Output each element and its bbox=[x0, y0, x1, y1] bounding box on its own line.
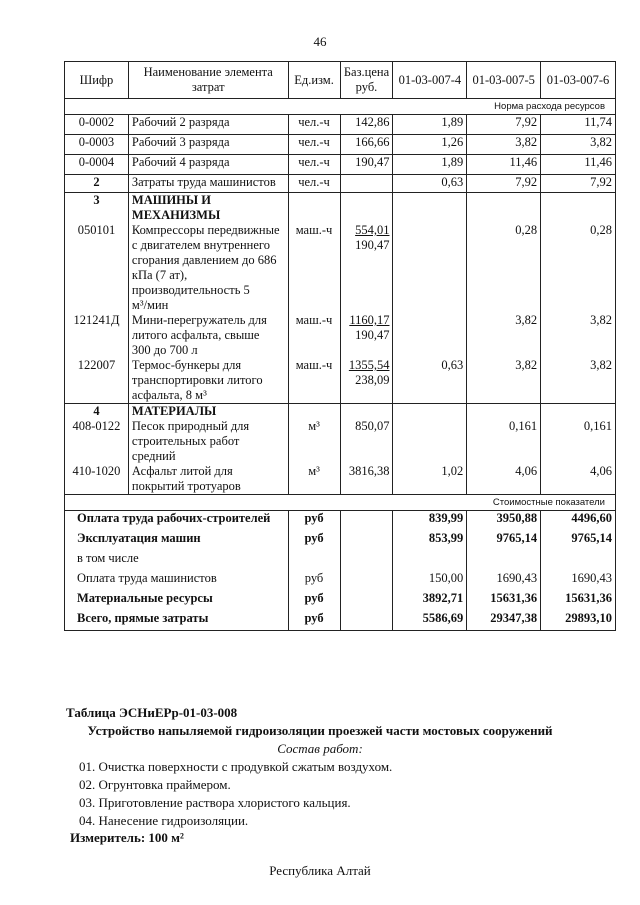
table-cell bbox=[393, 313, 467, 358]
table-cell: 408-0122 bbox=[65, 419, 129, 464]
table-cell: 0,63 bbox=[393, 358, 467, 404]
footer-region: Республика Алтай bbox=[269, 863, 371, 878]
table-cell: Рабочий 2 разряда bbox=[128, 115, 288, 135]
table-cell: Материальные ресурсы bbox=[65, 591, 289, 611]
price-line: 190,47 bbox=[355, 238, 390, 252]
name-line: Асфальт литой для bbox=[131, 464, 233, 478]
name-line: асфальта, 8 м³ bbox=[131, 388, 207, 402]
table-cell: 7,92 bbox=[541, 175, 616, 193]
name-line: средний bbox=[131, 449, 176, 463]
table-cell bbox=[393, 419, 467, 464]
name-line: строительных работ bbox=[131, 434, 240, 448]
name-line: производительность 5 bbox=[131, 283, 250, 297]
table-cell: 839,99 bbox=[393, 511, 467, 531]
table-cell: 29347,38 bbox=[467, 611, 541, 631]
section-cost: Стоимостные показатели bbox=[65, 495, 616, 511]
table-cell: руб bbox=[288, 571, 340, 591]
table-row bbox=[65, 551, 616, 571]
table-cell bbox=[340, 404, 393, 420]
table-cell: 142,86 bbox=[340, 115, 393, 135]
header-col1: 01-03-007-4 bbox=[393, 62, 467, 99]
table-title: Таблица ЭСНиЕРр-01-03-008 bbox=[66, 705, 238, 720]
table-cell bbox=[128, 358, 288, 404]
table-cell bbox=[340, 223, 393, 313]
price-line: 554,01 bbox=[355, 223, 390, 237]
name-line: покрытий тротуаров bbox=[131, 479, 241, 493]
table-cell bbox=[340, 313, 393, 358]
table-cell: 3892,71 bbox=[393, 591, 467, 611]
header-unit: Ед.изм. bbox=[288, 62, 340, 99]
table-cell: 3816,38 bbox=[340, 464, 393, 495]
section-row bbox=[65, 193, 616, 224]
price-line: 1160,17 bbox=[349, 313, 390, 327]
table-cell bbox=[288, 404, 340, 420]
table-cell: 9765,14 bbox=[541, 531, 616, 551]
table-cell: 121241Д bbox=[65, 313, 129, 358]
table-cell: 0,28 bbox=[541, 223, 616, 313]
table-cell: 190,47 bbox=[340, 155, 393, 175]
header-name: Наименование элемента затрат bbox=[128, 62, 288, 99]
table-cell bbox=[467, 404, 541, 420]
table-cell: 29893,10 bbox=[541, 611, 616, 631]
resource-table bbox=[64, 61, 616, 631]
table-cell: 0-0004 bbox=[65, 155, 129, 175]
table-cell: руб bbox=[288, 611, 340, 631]
table-cell: 3,82 bbox=[467, 358, 541, 404]
table-cell bbox=[340, 571, 393, 591]
table-cell: 15631,36 bbox=[541, 591, 616, 611]
table-row bbox=[65, 531, 616, 551]
name-line: м³/мин bbox=[131, 298, 169, 312]
table-cell bbox=[288, 193, 340, 224]
table-row bbox=[65, 611, 616, 631]
table-cell: 5586,69 bbox=[393, 611, 467, 631]
table-cell bbox=[541, 551, 616, 571]
table-cell: 7,92 bbox=[467, 115, 541, 135]
header-col2: 01-03-007-5 bbox=[467, 62, 541, 99]
table-cell bbox=[340, 193, 393, 224]
name-line: с двигателем внутреннего bbox=[131, 238, 270, 252]
table-cell: 3,82 bbox=[541, 313, 616, 358]
table-cell: 3950,88 bbox=[467, 511, 541, 531]
table-cell: 11,46 bbox=[467, 155, 541, 175]
table-cell: 1,89 bbox=[393, 155, 467, 175]
table-cell: 853,99 bbox=[393, 531, 467, 551]
table-cell: маш.-ч bbox=[288, 313, 340, 358]
table-cell: Рабочий 3 разряда bbox=[128, 135, 288, 155]
table-cell: 3,82 bbox=[541, 358, 616, 404]
table-cell bbox=[393, 551, 467, 571]
table-row bbox=[65, 571, 616, 591]
table-cell bbox=[541, 404, 616, 420]
table-cell bbox=[340, 175, 393, 193]
table-cell: 9765,14 bbox=[467, 531, 541, 551]
table-cell: 0,161 bbox=[541, 419, 616, 464]
table-cell: м³ bbox=[288, 464, 340, 495]
table-cell: Затраты труда машинистов bbox=[128, 175, 288, 193]
table-cell: 0,161 bbox=[467, 419, 541, 464]
table-cell: руб bbox=[288, 511, 340, 531]
table-cell: Рабочий 4 разряда bbox=[128, 155, 288, 175]
table-cell bbox=[340, 358, 393, 404]
work-item: 04. Нанесение гидроизоляции. bbox=[79, 813, 249, 828]
table-cell: чел.-ч bbox=[288, 135, 340, 155]
name-line: кПа (7 ат), bbox=[131, 268, 188, 282]
table-cell bbox=[128, 313, 288, 358]
table-cell bbox=[393, 223, 467, 313]
header-code: Шифр bbox=[65, 62, 129, 99]
table-cell: 4496,60 bbox=[541, 511, 616, 531]
table-cell: 0-0002 bbox=[65, 115, 129, 135]
table-row bbox=[65, 464, 616, 495]
section-row bbox=[65, 404, 616, 420]
work-item: 02. Огрунтовка праймером. bbox=[79, 777, 231, 792]
table-cell: Оплата труда рабочих-строителей bbox=[65, 511, 289, 531]
table-cell: 1,26 bbox=[393, 135, 467, 155]
table-cell: в том числе bbox=[65, 551, 289, 571]
work-item: 01. Очистка поверхности с продувкой сжатым воздухом. bbox=[79, 759, 393, 774]
table-row bbox=[65, 135, 616, 155]
table-cell: руб bbox=[288, 531, 340, 551]
table-cell bbox=[467, 193, 541, 224]
table-cell: чел.-ч bbox=[288, 155, 340, 175]
table-cell bbox=[128, 419, 288, 464]
table-cell bbox=[340, 591, 393, 611]
table-cell bbox=[128, 464, 288, 495]
table-cell bbox=[340, 511, 393, 531]
page-number: 46 bbox=[313, 34, 327, 49]
work-item: 03. Приготовление раствора хлористого кальция. bbox=[79, 795, 351, 810]
table-row bbox=[65, 358, 616, 404]
table-cell: 3,82 bbox=[541, 135, 616, 155]
table-cell: 150,00 bbox=[393, 571, 467, 591]
section-norm: Норма расхода ресурсов bbox=[65, 99, 616, 115]
table-row bbox=[65, 511, 616, 531]
section-row bbox=[65, 99, 616, 115]
table-cell bbox=[340, 531, 393, 551]
table-cell: 1690,43 bbox=[541, 571, 616, 591]
table-cell: чел.-ч bbox=[288, 115, 340, 135]
price-line: 1355,54 bbox=[348, 358, 390, 372]
table-cell: 3 bbox=[65, 193, 129, 224]
table-cell: 0,28 bbox=[467, 223, 541, 313]
table-cell: 3,82 bbox=[467, 135, 541, 155]
table-cell: чел.-ч bbox=[288, 175, 340, 193]
table-cell bbox=[393, 404, 467, 420]
table-cell: 0-0003 bbox=[65, 135, 129, 155]
table-cell: Оплата труда машинистов bbox=[65, 571, 289, 591]
table-cell: 166,66 bbox=[340, 135, 393, 155]
table-cell: Эксплуатация машин bbox=[65, 531, 289, 551]
price-line: 190,47 bbox=[355, 328, 390, 342]
name-line: Песок природный для bbox=[131, 419, 250, 433]
table-row bbox=[65, 223, 616, 313]
table-cell: 4,06 bbox=[541, 464, 616, 495]
name-line: 300 до 700 л bbox=[131, 343, 198, 357]
table-row bbox=[65, 591, 616, 611]
table-cell: 122007 bbox=[65, 358, 129, 404]
name-line: Компрессоры передвижные bbox=[131, 223, 280, 237]
table-cell: 1,89 bbox=[393, 115, 467, 135]
table-cell bbox=[340, 611, 393, 631]
table-cell: 2 bbox=[65, 175, 129, 193]
table-cell: руб bbox=[288, 591, 340, 611]
table-cell: 050101 bbox=[65, 223, 129, 313]
table-cell: Всего, прямые затраты bbox=[65, 611, 289, 631]
table-cell: 4,06 bbox=[467, 464, 541, 495]
table-cell bbox=[541, 193, 616, 224]
table-cell: 11,74 bbox=[541, 115, 616, 135]
table-cell bbox=[340, 551, 393, 571]
name-line: сгорания давлением до 686 bbox=[131, 253, 277, 267]
table-cell: 1,02 bbox=[393, 464, 467, 495]
table-subtitle: Устройство напыляемой гидроизоляции проезжей части мостовых сооружений bbox=[87, 723, 553, 738]
table-cell: МАШИНЫ И МЕХАНИЗМЫ bbox=[128, 193, 288, 224]
table-cell: м³ bbox=[288, 419, 340, 464]
name-line: транспортировки литого bbox=[131, 373, 263, 387]
works-heading: Состав работ: bbox=[277, 741, 363, 756]
table-cell: МАТЕРИАЛЫ bbox=[128, 404, 288, 420]
table-row bbox=[65, 115, 616, 135]
table-cell bbox=[128, 223, 288, 313]
table-row bbox=[65, 419, 616, 464]
table-cell: 4 bbox=[65, 404, 129, 420]
table-cell: маш.-ч bbox=[288, 358, 340, 404]
table-cell bbox=[288, 551, 340, 571]
table-cell: 11,46 bbox=[541, 155, 616, 175]
name-line: Термос-бункеры для bbox=[131, 358, 242, 372]
table-cell: 0,63 bbox=[393, 175, 467, 193]
table-cell bbox=[393, 193, 467, 224]
table-row bbox=[65, 313, 616, 358]
price-line: 238,09 bbox=[355, 373, 390, 387]
measure-unit: Измеритель: 100 м² bbox=[70, 830, 184, 845]
table-cell: 15631,36 bbox=[467, 591, 541, 611]
header-row bbox=[65, 62, 616, 99]
table-row bbox=[65, 155, 616, 175]
section-row bbox=[65, 495, 616, 511]
table-cell: маш.-ч bbox=[288, 223, 340, 313]
table-cell: 410-1020 bbox=[65, 464, 129, 495]
table-cell bbox=[467, 551, 541, 571]
header-price: Баз.цена руб. bbox=[340, 62, 393, 99]
name-line: литого асфальта, свыше bbox=[131, 328, 260, 342]
name-line: Мини-перегружатель для bbox=[131, 313, 267, 327]
table-row bbox=[65, 175, 616, 193]
table-cell: 3,82 bbox=[467, 313, 541, 358]
table-cell: 850,07 bbox=[340, 419, 393, 464]
table-cell: 7,92 bbox=[467, 175, 541, 193]
header-col3: 01-03-007-6 bbox=[541, 62, 616, 99]
table-cell: 1690,43 bbox=[467, 571, 541, 591]
